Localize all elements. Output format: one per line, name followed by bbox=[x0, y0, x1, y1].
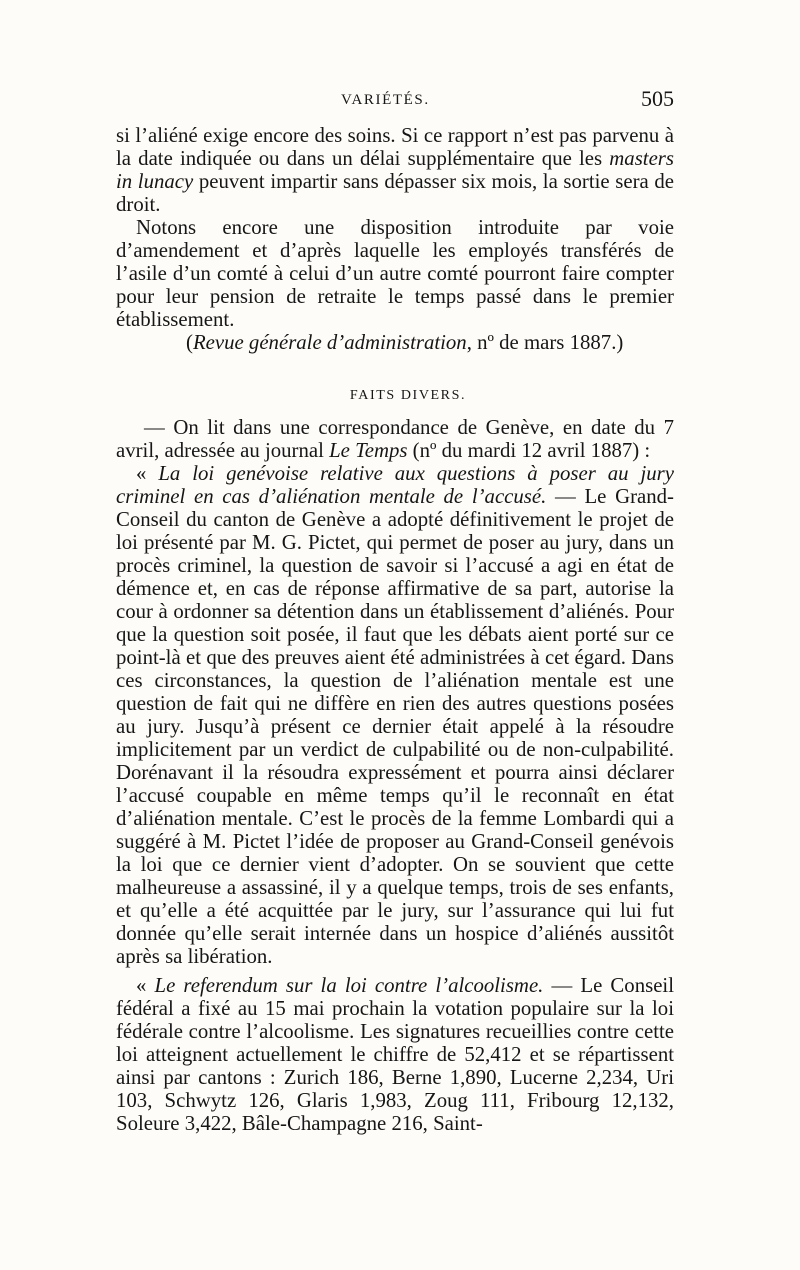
guillemet: « bbox=[136, 974, 155, 997]
paragraph-amendment: Notons encore une disposition introduite par voie d’amendement et d’après laquelle les employés transférés de l’asile d’un comté à celui d’un autre comté pourront faire compter pour leur pension de retraite le temps passé dans le premier établissement. bbox=[116, 216, 674, 331]
section-heading: FAITS DIVERS. bbox=[349, 388, 467, 403]
paragraph-text: si l’aliéné exige encore des soins. Si ce rapport n’est pas parvenu à la date indiquée ou dans un délai supplémentaire que les bbox=[116, 124, 674, 170]
article-title: La loi genévoise relative aux questions à poser au jury criminel en cas d’aliénation mentale de l’accusé. bbox=[116, 462, 674, 508]
paragraph-text: peuvent impartir sans dépasser six mois, la sortie sera de droit. bbox=[116, 170, 674, 216]
citation-issue: , nº de mars 1887.) bbox=[466, 331, 624, 354]
paragraph-geneva-law bbox=[116, 462, 674, 968]
source-citation bbox=[116, 331, 674, 354]
newspaper-name: Le Temps bbox=[329, 439, 408, 462]
paragraph-referendum bbox=[116, 974, 674, 1135]
intro-text: — On lit dans une correspondance de Genève, en date du 7 avril, adressée au journal bbox=[116, 416, 674, 462]
paragraph-correspondence-intro bbox=[116, 416, 674, 462]
article-body: — Le Conseil fédéral a fixé au 15 mai prochain la votation populaire sur la loi fédérale contre l’alcoolisme. Les signatures recueillies contre cette loi atteignent actuellement le chiffre de 52,412 et se répartissent ainsi par cantons : Zurich 186, Berne 1,890, Lucerne 2,234, Uri 103, Schwytz 126, Glaris 1,983, Zoug 111, Fribourg 12,132, Soleure 3,422, Bâle-Champagne 216, Saint- bbox=[116, 974, 674, 1135]
page-number: 505 bbox=[641, 86, 674, 111]
italic-term: masters in lunacy bbox=[116, 147, 674, 193]
guillemet: « bbox=[136, 462, 159, 485]
citation-open: ( bbox=[186, 331, 193, 354]
intro-date: (nº du mardi 12 avril 1887) : bbox=[407, 439, 651, 462]
running-header bbox=[116, 86, 674, 124]
article-title: Le referendum sur la loi contre l’alcoolisme. bbox=[154, 974, 544, 997]
running-title: VARIÉTÉS. bbox=[341, 92, 430, 108]
book-page bbox=[116, 86, 674, 1135]
article-body: — Le Grand-Conseil du canton de Genève a adopté définitivement le projet de loi présenté par M. G. Pictet, qui permet de poser au jury, dans un procès criminel, la question de savoir si l’accusé a agi en état de démence et, en cas de réponse affirmative de sa part, autorise la cour à ordonner sa détention dans un établissement d’aliénés. Pour que la question soit posée, il faut que les débats aient porté sur ce point-là et que des preuves aient été administrées à cet égard. Dans ces circonstances, la question de l’aliénation mentale est une question de fait qui ne diffère en rien des autres questions posées au jury. Jusqu’à présent ce dernier était appelé à la résoudre implicitement par un verdict de culpabilité ou de non-culpabilité. Dorénavant il la résoudra expressément et pourra ainsi déclarer l’accusé coupable en même temps qu’il le reconnaît en état d’aliénation mentale. C’est le procès de la femme Lombardi qui a suggéré à M. Pictet l’idée de proposer au Grand-Conseil genévois la loi que ce dernier vient d’adopter. On se souvient que cette malheureuse a assassiné, il y a quelque temps, trois de ses enfants, et qu’elle a été acquittée par le jury, sur l’assurance qui lui fut donnée qu’elle serait internée dans un hospice d’aliénés aussitôt après sa libération. bbox=[116, 485, 674, 968]
citation-journal: Revue générale d’administration bbox=[192, 331, 467, 354]
paragraph-lunacy-release bbox=[116, 124, 674, 216]
